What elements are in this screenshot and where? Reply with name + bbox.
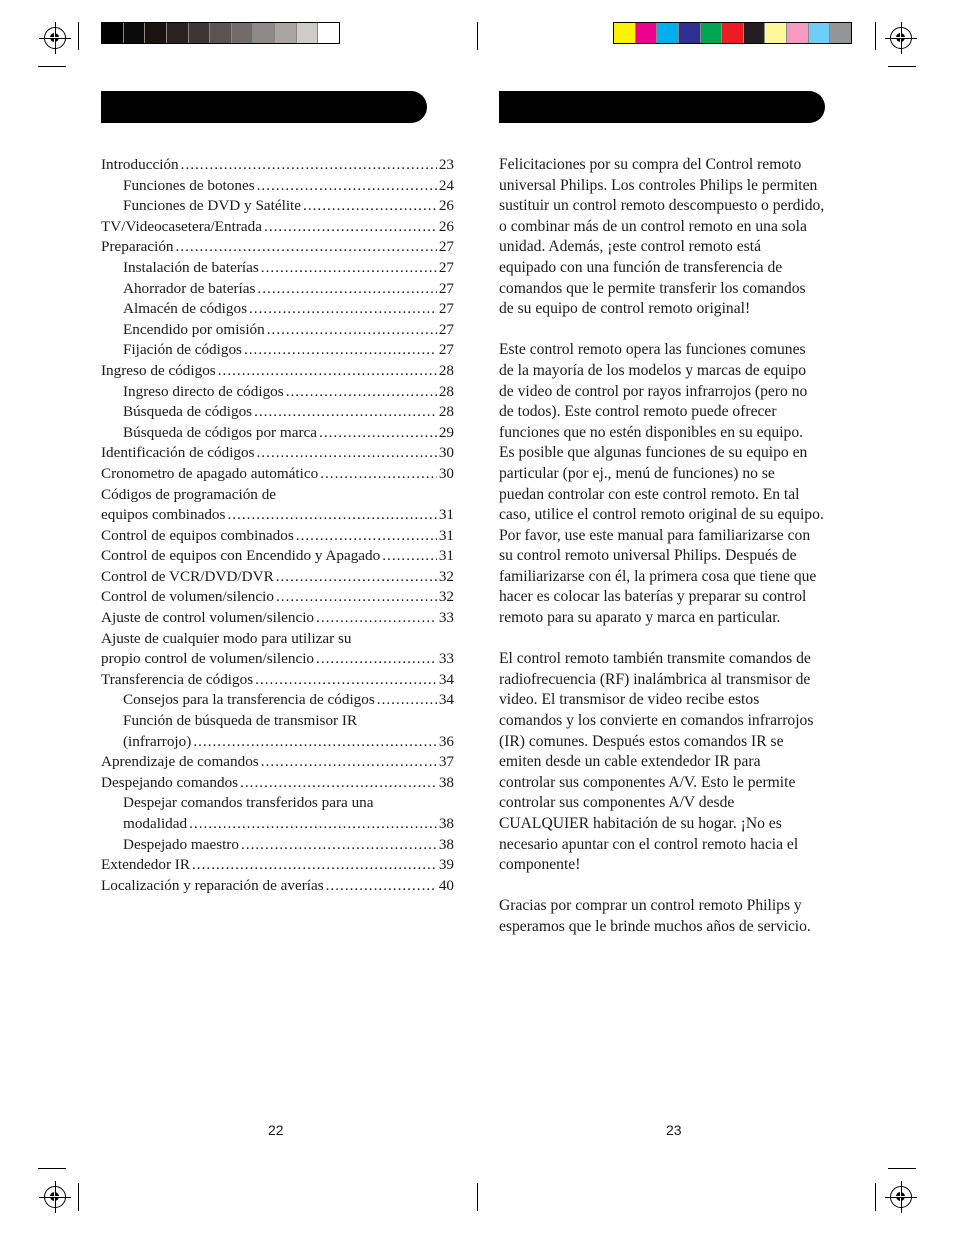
dot-leader — [255, 670, 437, 691]
toc-entry — [101, 670, 454, 691]
intro-paragraph: Este control remoto opera las funciones comunes de la mayoría de los modelos y marcas de equipo de video de control por rayos infrarrojos (pero no de todos). Este control remoto puede ofrecer funciones que no estén disponibles en su equipo. Es posible que algunas funciones de su equipo en particular (por ej., menú de funciones) no se puedan controlar con este control remoto. En tal caso, utilice el control remoto original de su equipo. Por favor, use este manual para familiarizarse con su control remoto universal Philips. Después de familiarizarse con él, la primera cosa que tiene que hacer es colocar las baterías y preparar su control remoto para su aparato y marca en particular. — [499, 341, 824, 627]
dot-leader — [303, 196, 437, 217]
toc-entry-label: Ingreso de códigos — [101, 361, 216, 379]
dot-leader — [276, 587, 437, 608]
color-swatch — [679, 23, 701, 43]
toc-page-number: 34 — [438, 670, 454, 688]
toc-entry — [101, 505, 454, 526]
dot-leader — [241, 835, 437, 856]
toc-entry-label: Búsqueda de códigos — [123, 403, 253, 421]
toc-page-number: 29 — [438, 423, 454, 441]
dot-leader — [319, 423, 437, 444]
introduction-text — [499, 155, 859, 958]
color-swatch — [253, 23, 275, 43]
toc-page-number: 31 — [438, 526, 454, 544]
color-swatch — [189, 23, 211, 43]
registration-mark-icon — [890, 27, 912, 49]
toc-entry-label: Consejos para la transferencia de códigos — [123, 691, 375, 709]
toc-entry-label: Despejado maestro — [123, 835, 239, 853]
dot-leader — [296, 526, 437, 547]
toc-page-number: 28 — [438, 403, 454, 421]
toc-entry — [101, 835, 454, 856]
toc-entry-label: Ajuste de control volumen/silencio — [101, 609, 315, 627]
toc-entry-label: Despejar comandos transferidos para una — [123, 794, 374, 812]
dot-leader — [181, 155, 437, 176]
toc-page-number: 38 — [438, 815, 454, 832]
toc-page-number: 31 — [438, 547, 454, 565]
toc-page-number: 27 — [438, 341, 454, 359]
toc-entry — [101, 526, 454, 547]
toc-entry — [101, 732, 454, 753]
toc-page-number: 33 — [438, 609, 454, 627]
toc-page-number: 27 — [438, 300, 454, 318]
toc-entry — [101, 567, 454, 588]
color-swatch — [809, 23, 831, 43]
toc-entry-label: Funciones de botones — [123, 176, 255, 194]
color-swatch — [765, 23, 787, 43]
toc-entry — [101, 196, 454, 217]
toc-entry-label: Aprendizaje de comandos — [101, 753, 259, 771]
toc-entry-label: Control de equipos con Encendido y Apagado — [101, 547, 381, 565]
left-section-header-bar — [101, 91, 427, 123]
dot-leader — [382, 546, 437, 567]
dot-leader — [326, 876, 437, 897]
color-swatch — [102, 23, 124, 43]
toc-page-number: 26 — [438, 217, 454, 235]
toc-page-number: 32 — [438, 567, 454, 585]
color-swatch — [830, 23, 851, 43]
dot-leader — [192, 855, 437, 876]
toc-entry-label: Encendido por omisión — [123, 320, 265, 338]
dot-leader — [218, 361, 437, 382]
toc-entry — [101, 814, 454, 835]
toc-entry — [101, 279, 454, 300]
toc-entry — [101, 176, 454, 197]
toc-entry — [101, 361, 454, 382]
dot-leader — [377, 690, 437, 711]
toc-page-number: 27 — [438, 320, 454, 338]
toc-entry — [101, 876, 454, 897]
toc-entry — [101, 752, 454, 773]
dot-leader — [240, 773, 437, 794]
intro-paragraph: El control remoto también transmite comandos de radiofrecuencia (RF) inalámbrica al transmisor de video. El transmisor de video recibe estos comandos y los convierte en comandos infrarrojos (IR) comunes. Después estos comandos IR se emiten desde un cable extendedor IR para controlar sus componentes A/V. Esto le permite controlar sus componentes A/V desde CUALQUIER habitación de su hogar. ¡No es necesario apuntar con el control remoto hacia el componente! — [499, 650, 814, 874]
page-number-right: 23 — [666, 1122, 682, 1138]
toc-entry — [101, 546, 454, 567]
toc-entry — [101, 773, 454, 794]
dot-leader — [316, 649, 437, 670]
toc-page-number: 36 — [438, 732, 454, 750]
toc-entry-label: Ingreso directo de códigos — [123, 382, 284, 400]
toc-entry-label: Despejando comandos — [101, 773, 239, 791]
toc-entry — [101, 217, 454, 238]
toc-entry — [101, 690, 454, 711]
dot-leader — [261, 752, 437, 773]
toc-entry — [101, 587, 454, 608]
toc-entry — [101, 855, 454, 876]
toc-entry — [101, 711, 454, 732]
toc-entry-label: Transferencia de códigos — [101, 670, 254, 688]
toc-entry — [101, 299, 454, 320]
intro-paragraph: Gracias por comprar un control remoto Philips y esperamos que le brinde muchos años de servicio. — [499, 897, 811, 935]
color-swatch — [145, 23, 167, 43]
toc-entry — [101, 258, 454, 279]
grayscale-color-bar — [101, 22, 340, 44]
toc-entry-label: modalidad — [123, 815, 188, 832]
toc-entry-label: propio control de volumen/silencio — [101, 650, 315, 668]
toc-entry — [101, 402, 454, 423]
dot-leader — [193, 732, 437, 753]
toc-entry-label: Búsqueda de códigos por marca — [123, 423, 318, 441]
color-swatch — [124, 23, 146, 43]
dot-leader — [257, 443, 437, 464]
dot-leader — [244, 340, 437, 361]
toc-entry — [101, 382, 454, 403]
color-swatch — [787, 23, 809, 43]
dot-leader — [257, 279, 436, 300]
toc-page-number: 34 — [438, 691, 454, 709]
toc-entry-label: Función de búsqueda de transmisor IR — [123, 712, 358, 730]
toc-page-number: 26 — [438, 197, 454, 215]
toc-entry-label: Instalación de baterías — [123, 258, 259, 276]
color-swatch — [722, 23, 744, 43]
toc-entry-label: Localización y reparación de averías — [101, 876, 324, 894]
toc-page-number: 28 — [438, 361, 454, 379]
toc-entry-label: (infrarrojo) — [123, 732, 192, 750]
table-of-contents — [101, 155, 454, 896]
color-swatch — [167, 23, 189, 43]
process-color-bar — [613, 22, 852, 44]
dot-leader — [189, 814, 437, 835]
toc-page-number: 30 — [438, 464, 454, 482]
toc-entry — [101, 320, 454, 341]
toc-entry — [101, 340, 454, 361]
dot-leader — [316, 608, 437, 629]
toc-entry-label: Códigos de programación de — [101, 485, 277, 503]
toc-entry-label: Cronometro de apagado automático — [101, 464, 319, 482]
toc-entry — [101, 485, 454, 506]
toc-page-number: 23 — [438, 156, 454, 173]
toc-page-number: 33 — [438, 650, 454, 668]
toc-entry-label: Extendedor IR — [101, 856, 190, 874]
dot-leader — [264, 217, 437, 238]
toc-entry — [101, 649, 454, 670]
toc-page-number: 27 — [438, 238, 454, 256]
toc-page-number: 30 — [438, 444, 454, 462]
registration-mark-icon — [44, 1186, 66, 1208]
toc-entry-label: Fijación de códigos — [123, 341, 242, 359]
right-section-header-bar — [499, 91, 825, 123]
toc-entry-label: Funciones de DVD y Satélite — [123, 197, 302, 215]
toc-entry-label: Control de volumen/silencio — [101, 588, 274, 606]
toc-page-number: 37 — [438, 753, 454, 771]
toc-entry-label: Control de equipos combinados — [101, 526, 294, 544]
toc-entry-label: Control de VCR/DVD/DVR — [101, 567, 274, 585]
dot-leader — [257, 176, 437, 197]
color-swatch — [275, 23, 297, 43]
color-swatch — [744, 23, 766, 43]
toc-entry — [101, 423, 454, 444]
registration-mark-icon — [890, 1186, 912, 1208]
toc-entry — [101, 608, 454, 629]
toc-entry-label: Ajuste de cualquier modo para utilizar su — [101, 629, 352, 647]
color-swatch — [636, 23, 658, 43]
color-swatch — [210, 23, 232, 43]
dot-leader — [227, 505, 436, 526]
toc-page-number: 40 — [438, 876, 454, 894]
toc-page-number: 24 — [438, 176, 454, 194]
registration-mark-icon — [44, 27, 66, 49]
dot-leader — [286, 382, 437, 403]
dot-leader — [176, 237, 437, 258]
toc-page-number: 31 — [438, 506, 454, 524]
intro-paragraph: Felicitaciones por su compra del Control remoto universal Philips. Los controles Philips le permiten sustituir un control remoto descompuesto o perdido, o combinar más de un control remoto en una sola unidad. Además, ¡este control remoto está equipado con una función de transferencia de comandos que le permite transferir los comandos de su equipo de control remoto original! — [499, 156, 825, 318]
toc-entry — [101, 793, 454, 814]
toc-entry-label: Ahorrador de baterías — [123, 279, 256, 297]
toc-entry — [101, 237, 454, 258]
color-swatch — [318, 23, 339, 43]
color-swatch — [657, 23, 679, 43]
page-number-left: 22 — [268, 1122, 284, 1138]
color-swatch — [614, 23, 636, 43]
toc-entry-label: equipos combinados — [101, 506, 226, 524]
toc-entry — [101, 155, 454, 176]
toc-entry — [101, 443, 454, 464]
toc-page-number: 38 — [438, 773, 454, 791]
dot-leader — [276, 567, 437, 588]
toc-entry — [101, 629, 454, 650]
dot-leader — [267, 320, 437, 341]
toc-entry-label: Almacén de códigos — [123, 300, 247, 318]
toc-entry-label: TV/Videocasetera/Entrada — [101, 217, 263, 235]
toc-entry-label: Introducción — [101, 156, 179, 173]
dot-leader — [254, 402, 437, 423]
toc-entry — [101, 464, 454, 485]
toc-page-number: 32 — [438, 588, 454, 606]
dot-leader — [320, 464, 437, 485]
toc-page-number: 39 — [438, 856, 454, 874]
color-swatch — [297, 23, 319, 43]
color-swatch — [232, 23, 254, 43]
color-swatch — [701, 23, 723, 43]
dot-leader — [261, 258, 437, 279]
toc-entry-label: Preparación — [101, 238, 174, 256]
toc-page-number: 27 — [438, 279, 454, 297]
toc-entry-label: Identificación de códigos — [101, 444, 255, 462]
toc-page-number: 28 — [438, 382, 454, 400]
dot-leader — [249, 299, 437, 320]
toc-page-number: 38 — [438, 835, 454, 853]
toc-page-number: 27 — [438, 258, 454, 276]
